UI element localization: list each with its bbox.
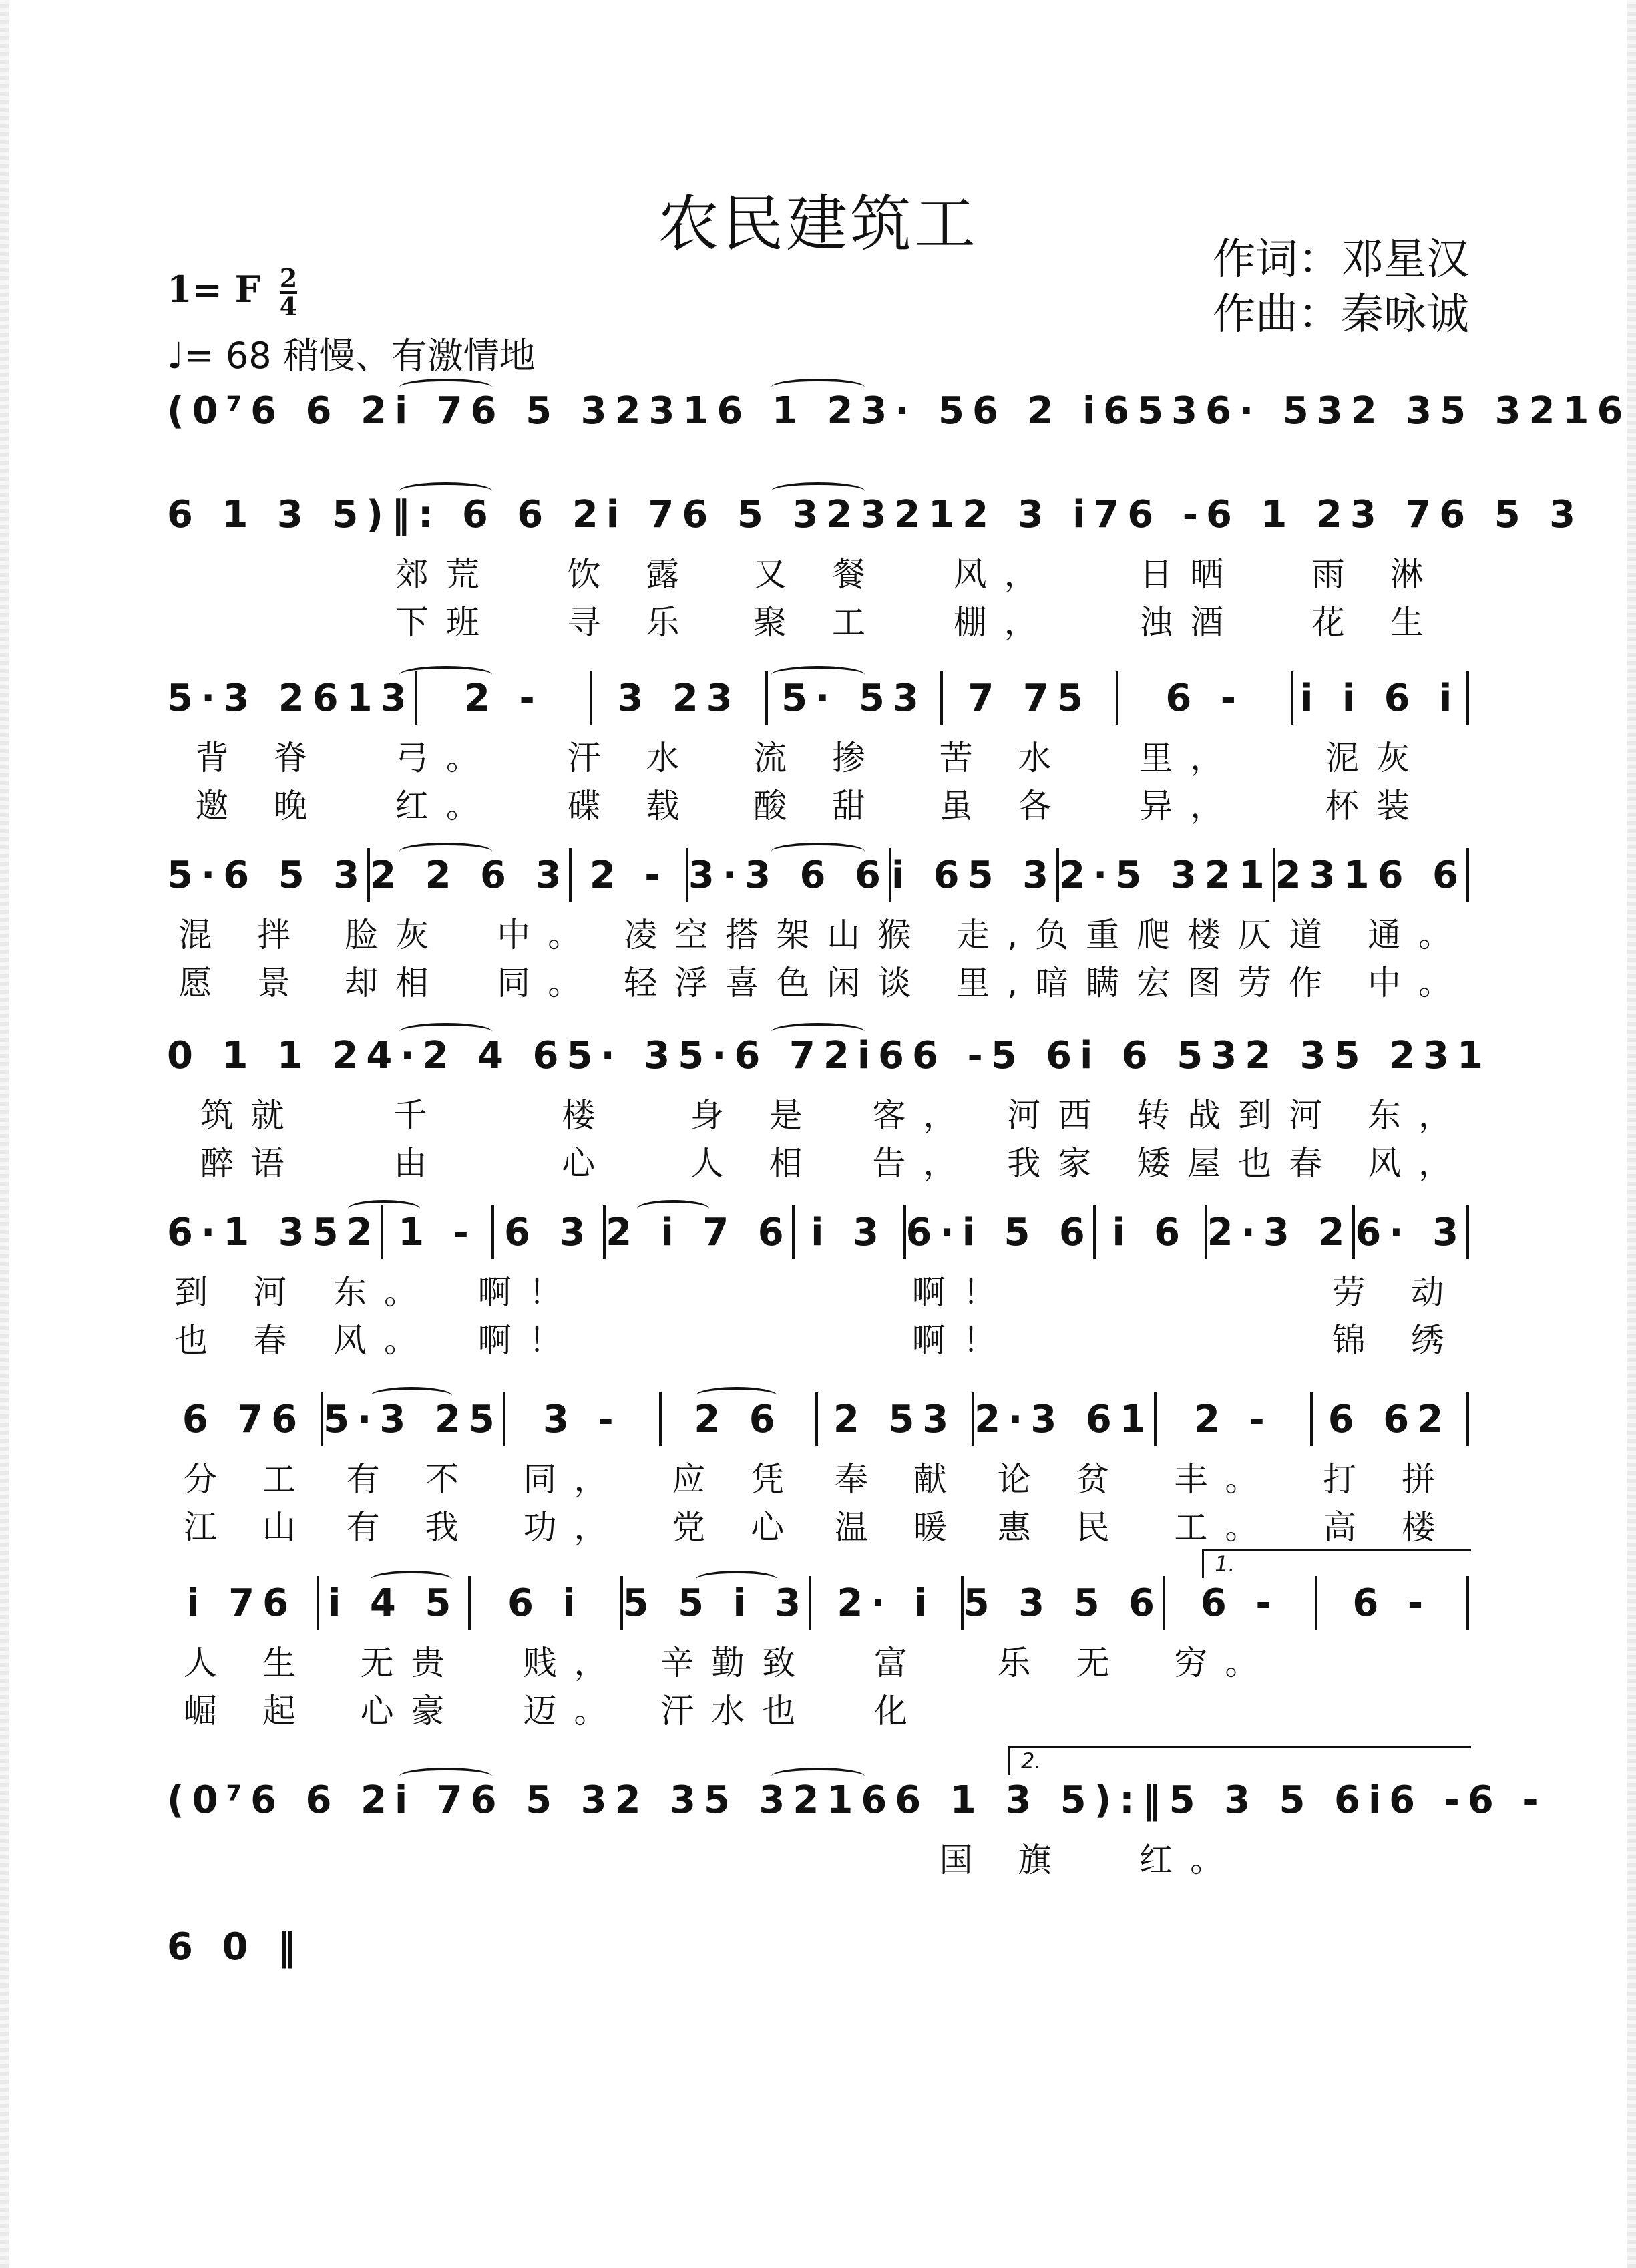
song-title: 农民建筑工 [657,188,978,260]
lyric-cell: 轻浮喜色 [624,964,827,1002]
lyric-line [167,1453,1469,1501]
lyric-cell: 山猴 走, [827,916,1036,954]
lyric-line [167,1314,1469,1362]
measure: 6 0 ‖ [167,1925,304,1969]
time-top: 2 [279,263,298,293]
lyric-cell: 混 拌 [178,916,308,954]
measure: 3 - [542,1397,622,1441]
measure: 6 1 2 [1205,492,1350,536]
lyric-cell: 虽 各 [939,787,1069,825]
lyric-line [167,1833,1469,1881]
lyric-line [167,1137,1469,1185]
notation-line [167,1386,1469,1453]
slur-mark [399,1023,492,1041]
lyric-cell: 棚， [953,603,1055,642]
measure: i i 6 i [1300,676,1460,720]
measure: 6 - [1389,1778,1468,1822]
lyric-line [167,1089,1469,1137]
lyric-cell: 聚 工 [753,603,883,642]
slur-mark [371,1571,452,1588]
time-signature [279,263,298,321]
lyric-line [167,731,1469,779]
measure: 6 - [1467,1778,1547,1822]
lyric-cell: 郊荒 [395,555,497,594]
lyric-cell: 愿 景 [178,964,308,1002]
measure: 2 - [589,853,668,897]
slur-mark [771,482,864,500]
lyric-cell: 穷。 [1174,1644,1276,1682]
slur-mark [399,843,492,860]
lyric-cell: 论 贫 [997,1460,1127,1499]
lyric-line [167,908,1469,956]
lyric-cell: 醉语 [200,1144,302,1183]
measure: (0⁷6 6 2 [167,389,395,433]
slur-mark [696,1571,777,1588]
lyric-cell: 温 暖 [834,1508,964,1547]
lyric-cell: 苦 水 [939,739,1069,777]
lyric-cell: 却相 [345,964,447,1002]
page-edge-left [0,0,9,2268]
measure: 2 6 [694,1397,783,1441]
lyric-cell: 日晒 [1139,555,1241,594]
lyric-cell: 东。 [333,1273,435,1312]
lyric-cell: 闲谈 里, [827,964,1036,1002]
measure: 5 6i 6 53 [990,1033,1245,1077]
lyric-cell: 凌空搭架 [624,916,827,954]
measure: 6 2 i653 [972,389,1206,433]
lyric-line [167,1501,1469,1549]
measure: 2 - [464,676,543,720]
slur-mark [399,482,492,500]
score-system [167,1022,1491,1185]
measure: i 76 5 3 [394,389,615,433]
slur-mark [696,1387,777,1404]
lyric-cell: 国 旗 [939,1841,1069,1879]
measure: 23212 3 i7 [826,492,1128,536]
score-system [167,1748,1547,1881]
slur-mark [637,1200,709,1217]
lyric-cell: 汗水也 [660,1692,813,1730]
lyric-cell: 风， [953,555,1055,594]
lyric-cell: 客， [872,1096,974,1135]
measure: 2· i [837,1581,936,1625]
measure: i 6 [1112,1210,1189,1254]
lyric-cell: 有 我 [346,1508,476,1547]
measure: 6·i 5 6 [905,1210,1093,1254]
measure: 6 - [911,1033,991,1077]
lyric-cell: 红。 [395,787,497,825]
page-edge-right [1627,0,1636,2268]
score-system [167,1199,1469,1362]
measure: 5·3 2613 [167,676,415,720]
slur-mark [399,1768,492,1785]
tempo-marking: ♩= 68 稍慢、有激情地 [167,335,536,377]
measure: 6 76 [182,1397,306,1441]
lyric-cell: 到 河 [174,1273,304,1312]
lyric-cell: 河西 转战 [1007,1096,1239,1135]
slur-mark [771,379,864,396]
score-system [167,1551,1469,1732]
lyric-cell: 寻 乐 [567,603,697,642]
measure: 2·3 2 [1207,1210,1353,1254]
measure: 2·5 321 [1059,853,1273,897]
composer-credit: 作曲：秦咏诚 [1213,290,1469,339]
measure: 7 75 [968,676,1091,720]
lyric-cell: 党 心 [672,1508,802,1547]
lyric-cell: 乐 无 [997,1644,1127,1682]
lyric-cell: 又 餐 [753,555,883,594]
slur-mark [399,666,492,683]
measure: (0⁷6 6 2 [167,1778,395,1822]
lyric-cell: 负重爬楼 [1035,916,1239,954]
measure: 2 53 [833,1397,957,1441]
score-system [167,377,1631,444]
key-label: 1= F [167,268,260,311]
lyric-cell: 奉 献 [834,1460,964,1499]
lyric-cell: 丰。 [1174,1460,1276,1499]
measure: 1 - [398,1210,477,1254]
lyric-cell: 工。 [1174,1508,1276,1547]
measure: 6 1 3 5):‖ [895,1778,1169,1822]
lyric-cell: 贱， [523,1644,625,1682]
lyric-cell: 锦 绣 [1332,1321,1462,1360]
lyric-cell: 功， [523,1508,625,1547]
bar-line [1466,848,1469,902]
slur-mark [399,379,492,396]
lyric-cell: 应 凭 [672,1460,802,1499]
measure: 3· 5 [861,389,973,433]
score-system [167,665,1469,827]
measure: 2316 6 [1275,853,1466,897]
lyric-cell: 有 不 [346,1460,476,1499]
lyric-cell: 啊！ [911,1321,1014,1360]
lyric-cell: 人 相 [690,1144,820,1183]
measure: 0 1 1 2 [167,1033,367,1077]
lyric-line [167,1684,1469,1732]
lyric-cell: 心豪 [360,1692,462,1730]
lyric-cell: 饮 露 [567,555,697,594]
credits [1213,232,1469,342]
measure: 2·3 61 [974,1397,1154,1441]
lyric-cell: 告， [872,1144,974,1183]
measure: 6 - [1127,492,1206,536]
lyric-cell: 花 生 [1311,603,1441,642]
lyric-cell: 筑就 [200,1096,302,1135]
measure: 6 - [1165,676,1245,720]
measure: 2 - [1193,1397,1273,1441]
score-system [167,841,1469,1004]
lyric-cell: 酸 甜 [753,787,883,825]
score-system [167,1386,1469,1549]
lyric-cell: 我家 矮屋 [1007,1144,1239,1183]
measure: 2 35 3216 [614,1778,895,1822]
measure: 5·6 72i6 [678,1033,912,1077]
lyric-cell: 化 [873,1692,925,1730]
lyric-cell: 雨 淋 [1311,555,1441,594]
lyric-cell: 心 [562,1144,613,1183]
lyric-cell: 弓。 [395,739,497,777]
measure: i 4 5 [328,1581,459,1625]
lyric-cell: 崛 起 [183,1692,313,1730]
lyric-cell: 浊酒 [1139,603,1241,642]
lyric-cell: 无贵 [360,1644,462,1682]
lyric-cell: 也 春 [174,1321,304,1360]
lyric-cell: 楼 [562,1096,613,1135]
time-bottom: 4 [279,291,298,321]
measure: i 76 5 3 [394,1778,615,1822]
bar-line [1466,1205,1469,1259]
slur-mark [771,843,864,860]
measure: 6 62 [1327,1397,1452,1441]
bar-line [1466,1392,1469,1446]
measure: 5·6 5 3 [167,853,368,897]
lyric-cell: 异， [1139,787,1241,825]
measure: 2 35 231 [1245,1033,1491,1077]
lyric-line [167,956,1469,1004]
lyric-line [167,1636,1469,1684]
lyric-cell: 富 [873,1644,925,1682]
lyric-cell: 惠 民 [997,1508,1127,1547]
lyric-cell: 人 生 [183,1644,313,1682]
score-system [167,481,1584,644]
lyric-cell: 泥灰 [1325,739,1427,777]
lyric-cell: 迈。 [523,1692,625,1730]
lyric-cell: 中。 [497,916,599,954]
lyric-line [167,779,1469,827]
measure: 6 - [1200,1581,1279,1625]
lyric-cell: 江 山 [183,1508,313,1547]
lyric-cell: 红。 [1139,1841,1241,1879]
score-system [167,1913,304,1980]
measure: i 76 5 3 [606,492,827,536]
lyric-cell: 分 工 [183,1460,313,1499]
lyric-cell: 背 脊 [195,739,325,777]
measure: i 65 3 [891,853,1057,897]
slur-mark [348,1200,420,1217]
key-signature [167,263,298,321]
lyric-cell: 啊！ [477,1273,580,1312]
lyric-cell: 仄道 通。 [1238,916,1469,954]
measure: 2 35 3216 [1350,389,1631,433]
lyric-cell: 打 拼 [1323,1460,1453,1499]
measure: i 76 [186,1581,297,1625]
lyric-cell: 暗瞒宏图 [1035,964,1239,1002]
lyric-line [167,1266,1469,1314]
volta-bracket [1202,1549,1471,1578]
measure: 3 76 5 3 [1350,492,1584,536]
measure: 6 3 [504,1210,594,1254]
measure: 2 i 7 6 [606,1210,792,1254]
bar-line [1466,1576,1469,1630]
lyric-cell: 千 [393,1096,445,1135]
lyric-cell: 同。 [497,964,599,1002]
lyric-cell: 同， [523,1460,625,1499]
lyric-line [167,548,1469,596]
notation-line [167,1569,1469,1636]
measure: 5· 3 [566,1033,678,1077]
measure: 5·3 25 [323,1397,503,1441]
lyric-cell: 劳作 中。 [1238,964,1469,1002]
lyric-cell: 高 楼 [1323,1508,1453,1547]
lyric-cell: 由 [393,1144,445,1183]
lyric-cell: 碟 载 [567,787,697,825]
bar-line [1466,671,1469,725]
measure: 6·1 352 [167,1210,381,1254]
lyric-cell: 啊！ [477,1321,580,1360]
slur-mark [771,1768,864,1785]
measure: 3 23 [617,676,741,720]
lyric-cell: 风。 [333,1321,435,1360]
volta-number: 2. [1021,1748,1042,1774]
lyric-line [167,596,1469,644]
measure: 3·3 6 6 [688,853,889,897]
measure: 6· 53 [1205,389,1351,433]
lyric-cell: 脸灰 [345,916,447,954]
measure: 6 1 3 5) [167,492,391,536]
lyric-cell: 辛勤致 [660,1644,813,1682]
slur-mark [371,1387,452,1404]
slur-mark [771,666,864,683]
lyric-cell: 下班 [395,603,497,642]
lyric-cell: 流 掺 [753,739,883,777]
measure: 5 5 i 3 [622,1581,809,1625]
measure: i 3 [811,1210,887,1254]
lyric-cell: 杯装 [1325,787,1427,825]
measure: 2 2 6 3 [370,853,570,897]
measure: 6 i [507,1581,584,1625]
lyric-cell: 身 是 [690,1096,820,1135]
lyric-cell: 到河 东， [1238,1096,1470,1135]
lyric-cell: 劳 动 [1332,1273,1462,1312]
measure: 6· 3 [1355,1210,1467,1254]
slur-mark [771,1023,864,1041]
lyric-cell: 也春 风， [1238,1144,1470,1183]
volta-number: 1. [1215,1551,1235,1577]
notation-line [167,1913,304,1980]
measure: 5 3 5 6i [1169,1778,1390,1822]
measure: 5 3 5 6 [963,1581,1163,1625]
lyric-cell: 汗 水 [567,739,697,777]
volta-bracket [1008,1746,1471,1775]
measure: 6 - [1352,1581,1432,1625]
measure: 4·2 4 6 [366,1033,567,1077]
measure: 2316 1 2 [614,389,861,433]
lyricist-credit: 作词：邓星汉 [1213,235,1469,285]
lyric-cell: 里， [1139,739,1241,777]
lyric-cell: 邀 晚 [195,787,325,825]
measure: 5· 53 [781,676,927,720]
measure: ‖: 6 6 2 [391,492,606,536]
lyric-cell: 啊！ [911,1273,1014,1312]
